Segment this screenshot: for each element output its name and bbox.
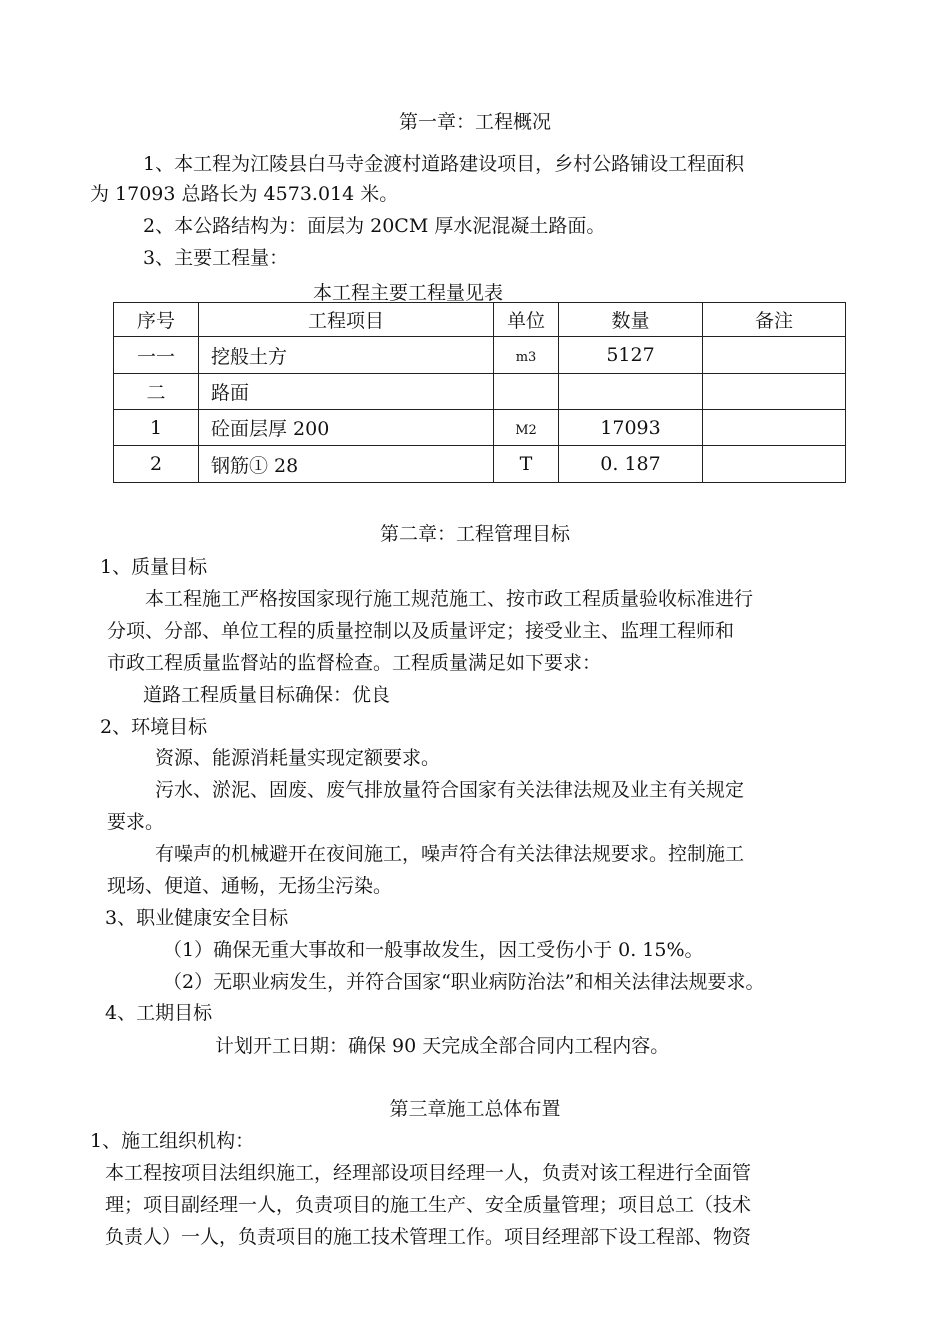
safety-line2: （2）无职业病发生，并符合国家“职业病防治法”和相关法律法规要求。 (163, 971, 765, 993)
row-qty (559, 374, 703, 410)
header-unit: 单位 (494, 303, 559, 337)
ch1-para3: 3、主要工程量： (143, 247, 289, 269)
row-note (703, 337, 846, 374)
ch1-para2: 2、本公路结构为：面层为 20CM 厚水泥混凝土路面。 (143, 215, 606, 237)
header-item: 工程项目 (199, 303, 494, 337)
quality-line4: 道路工程质量目标确保：优良 (143, 684, 391, 706)
row-item: 钢筋① 28 (199, 446, 494, 483)
table-header-row (114, 303, 846, 337)
ch1-para1-line2: 为 17093 总路长为 4573.014 米。 (90, 183, 399, 205)
organization-heading: 1、施工组织机构： (90, 1130, 255, 1152)
row-no: 二 (114, 374, 199, 410)
safety-heading: 3、职业健康安全目标 (105, 907, 289, 929)
ch1-para1-line1: 1、本工程为江陵县白马寺金渡村道路建设项目，乡村公路铺设工程面积 (143, 153, 745, 175)
quality-line2: 分项、分部、单位工程的质量控制以及质量评定；接受业主、监理工程师和 (107, 620, 735, 642)
row-qty: 0. 187 (559, 446, 703, 483)
row-no: 1 (114, 410, 199, 446)
row-item: 路面 (199, 374, 494, 410)
environment-line2: 污水、淤泥、固废、废气排放量符合国家有关法律法规及业主有关规定 (155, 779, 745, 801)
organization-line3: 负责人）一人，负责项目的施工技术管理工作。项目经理部下设工程部、物资 (105, 1226, 752, 1248)
row-item: 砼面层厚 200 (199, 410, 494, 446)
environment-line3: 要求。 (107, 811, 165, 833)
quantity-table (113, 302, 846, 483)
table-row (114, 446, 846, 483)
row-item: 挖般土方 (199, 337, 494, 374)
chapter3-title: 第三章施工总体布置 (389, 1098, 561, 1120)
table-caption: 本工程主要工程量见表 (313, 282, 504, 304)
row-no: 一一 (114, 337, 199, 374)
chapter1-title: 第一章：工程概况 (398, 111, 551, 133)
row-unit-text: m3 (515, 350, 537, 365)
environment-line5: 现场、便道、通畅，无扬尘污染。 (107, 875, 393, 897)
organization-line2: 理；项目副经理一人，负责项目的施工生产、安全质量管理；项目总工（技术 (105, 1194, 752, 1216)
chapter2-title: 第二章：工程管理目标 (379, 523, 570, 545)
row-unit (494, 337, 559, 374)
row-unit (494, 374, 559, 410)
row-qty: 17093 (559, 410, 703, 446)
row-unit: T (494, 446, 559, 483)
header-note: 备注 (703, 303, 846, 337)
row-unit (494, 410, 559, 446)
environment-line1: 资源、能源消耗量实现定额要求。 (155, 747, 441, 769)
row-note (703, 374, 846, 410)
environment-line4: 有噪声的机械避开在夜间施工，噪声符合有关法律法规要求。控制施工 (155, 843, 745, 865)
quality-line3: 市政工程质量监督站的监督检查。工程质量满足如下要求： (107, 652, 602, 674)
quality-heading: 1、质量目标 (100, 556, 208, 578)
row-note (703, 446, 846, 483)
table-row (114, 374, 846, 410)
table-row (114, 337, 846, 374)
header-qty: 数量 (559, 303, 703, 337)
quality-line1: 本工程施工严格按国家现行施工规范施工、按市政工程质量验收标准进行 (145, 588, 754, 610)
row-unit-text: M2 (515, 422, 537, 438)
row-note (703, 410, 846, 446)
row-qty: 5127 (559, 337, 703, 374)
schedule-line1: 计划开工日期：确保 90 天完成全部合同内工程内容。 (215, 1035, 670, 1057)
schedule-heading: 4、工期目标 (105, 1002, 213, 1024)
row-no: 2 (114, 446, 199, 483)
organization-line1: 本工程按项目法组织施工，经理部设项目经理一人，负责对该工程进行全面管 (105, 1162, 752, 1184)
environment-heading: 2、环境目标 (100, 716, 208, 738)
safety-line1: （1）确保无重大事故和一般事故发生，因工受伤小于 0. 15%。 (163, 939, 704, 961)
table-row (114, 410, 846, 446)
header-no: 序号 (114, 303, 199, 337)
